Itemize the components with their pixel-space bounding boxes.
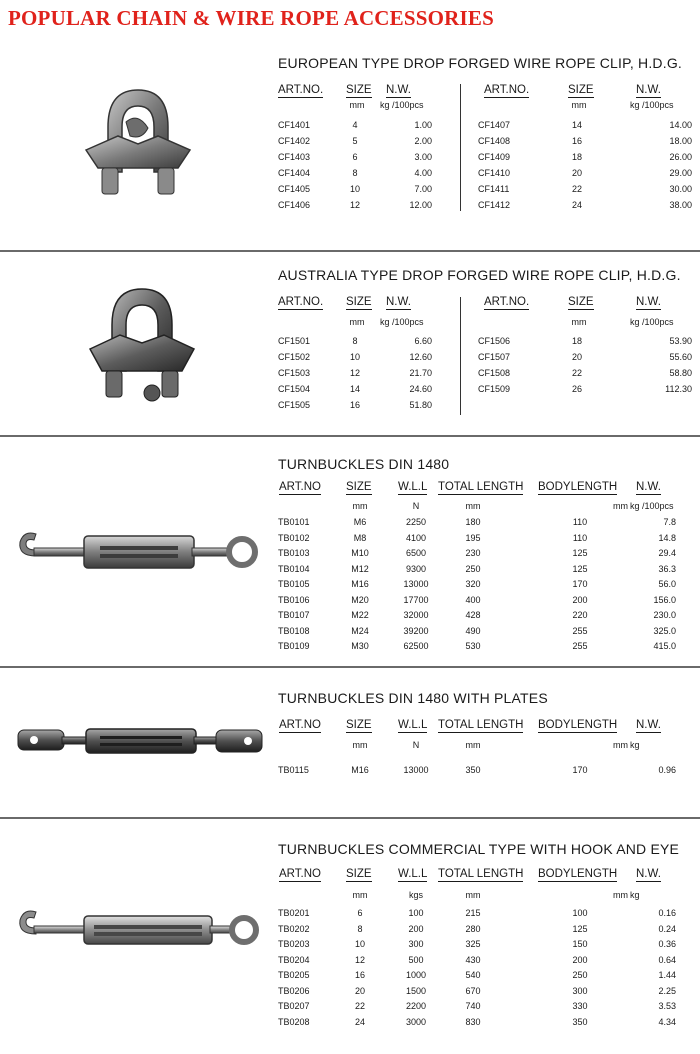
table-cell: 10 [354,939,365,949]
unit-label: mm [352,740,368,750]
table-cell: 350 [572,1016,588,1027]
column-header-text: SIZE [568,296,594,308]
table-cell: 200 [572,954,588,965]
table-cell: 530 [465,641,481,651]
table-cell: 250 [572,970,588,980]
table-cell: TB0104 [278,563,310,574]
unit-label: mm [352,890,368,900]
table-cell: 670 [465,985,481,996]
unit-label: mm [465,890,481,900]
column-header [386,84,411,96]
table-cell: 2.25 [658,985,676,996]
table-cell: 320 [465,579,481,589]
table-cell: TB0109 [278,641,310,651]
column-header [484,84,529,96]
column-header [636,84,661,96]
table-cell: M24 [351,625,369,636]
table-cell: 6.60 [414,336,432,346]
unit-label: mm [349,100,365,110]
table-cell: 17700 [403,594,429,605]
table-cell: M10 [351,548,369,558]
section-title-australia-clip: AUSTRALIA TYPE DROP FORGED WIRE ROPE CLIP, H.D.G. [278,267,681,283]
table-cell: 110 [572,532,588,543]
unit-label: mm [352,501,368,511]
column-header-text: TOTAL LENGTH [438,481,524,493]
table-cell: CF1504 [278,384,311,394]
column-header-text: SIZE [346,84,372,96]
unit-label: kg /100pcs [630,501,674,511]
table-cell: 4.34 [658,1016,676,1027]
column-header [438,481,523,493]
table-cell: 1000 [405,970,427,980]
column-header [278,296,323,308]
column-header-text: BODYLENGTH [538,868,618,880]
unit-label: mm [349,317,365,327]
table-cell: 400 [465,594,481,605]
section-title-turnbuckles-din-1480: TURNBUCKLES DIN 1480 [278,456,450,472]
column-header-text: TOTAL LENGTH [438,719,524,731]
table-cell: 255 [572,625,588,636]
table-cell: 7.8 [663,517,676,527]
wire-rope-clip-icon [78,82,198,207]
table-cell: 2200 [405,1001,427,1011]
table-cell: 200 [408,923,424,934]
table-cell: 250 [465,563,481,574]
unit-label: mm [571,100,587,110]
table-cell: 7.00 [414,184,432,194]
table-cell: 14.00 [669,120,692,130]
column-header-text: N.W. [636,719,661,731]
table-cell: CF1403 [278,152,311,162]
column-header [438,719,523,731]
table-cell: TB0205 [278,970,310,980]
column-header-text: W.L.L [398,481,428,493]
table-cell: 100 [408,908,424,918]
column-header [636,868,661,880]
table-cell: TB0201 [278,908,310,918]
table-cell: 22 [571,184,582,194]
unit-label: kg /100pcs [380,317,424,327]
table-cell: 100 [572,908,588,918]
section-divider [0,435,700,437]
column-header-text: SIZE [346,296,372,308]
table-cell: 330 [572,1001,588,1011]
table-cell: 24.60 [409,384,432,394]
table-divider [460,84,461,211]
table-cell: 490 [465,625,481,636]
table-cell: CF1503 [278,368,311,378]
table-cell: 112.30 [665,384,692,394]
table-cell: TB0203 [278,939,310,949]
unit-label: mm [613,890,628,900]
table-cell: 428 [465,610,481,620]
column-header-text: N.W. [386,84,411,96]
table-cell: 22 [571,368,582,378]
table-cell: 30.00 [669,184,692,194]
unit-label: mm [465,501,481,511]
column-header [346,84,372,96]
table-cell: CF1509 [478,384,511,394]
table-cell: CF1405 [278,184,311,194]
table-cell: 12.60 [409,352,432,362]
table-cell: TB0108 [278,625,310,636]
column-header [438,868,523,880]
table-cell: TB0102 [278,532,310,543]
table-cell: CF1409 [478,152,511,162]
table-cell: 10 [349,184,360,194]
column-header [568,296,594,308]
turnbuckle-hook-eye-icon [14,526,264,578]
table-cell: 18 [571,336,582,346]
table-cell: 0.16 [658,908,676,918]
table-cell: 1.00 [414,120,432,130]
table-cell: CF1506 [478,336,511,346]
table-cell: 20 [571,168,582,178]
unit-label: kg [630,740,640,750]
table-cell: 22 [354,1001,365,1011]
table-cell: 20 [571,352,582,362]
column-header [568,84,594,96]
table-cell: 1500 [405,985,427,996]
table-cell: TB0101 [278,517,310,527]
table-cell: 53.90 [669,336,692,346]
table-cell: 6500 [405,548,427,558]
column-header-text: BODYLENGTH [538,719,618,731]
column-header [636,296,661,308]
table-cell: 6 [352,152,358,162]
table-cell: 2.00 [414,136,432,146]
unit-label: kgs [408,890,423,900]
unit-label: kg [630,890,640,900]
table-cell: 200 [572,594,588,605]
table-cell: 9300 [405,563,427,574]
unit-label: N [412,740,420,750]
section-title-turnbuckles-plates: TURNBUCKLES DIN 1480 WITH PLATES [278,690,548,706]
table-cell: M30 [351,641,369,651]
table-cell: 3.00 [414,152,432,162]
table-cell: TB0204 [278,954,310,965]
column-header [386,296,411,308]
column-header-text: ART.NO [279,481,321,493]
column-header-text: ART.NO. [484,84,530,96]
table-cell: 0.64 [658,954,676,965]
section-title-turnbuckles-commercial: TURNBUCKLES COMMERCIAL TYPE WITH HOOK AND EYE [278,841,680,857]
column-header [398,868,427,880]
column-header [636,481,661,493]
table-cell: 195 [465,532,481,543]
table-cell: 14.8 [658,532,676,543]
table-cell: M20 [351,594,369,605]
unit-label: mm [613,501,628,511]
table-cell: 5 [352,136,358,146]
section-divider [0,666,700,668]
table-cell: 0.36 [658,939,676,949]
table-cell: 8 [357,923,363,934]
table-cell: 180 [465,517,481,527]
table-cell: 3.53 [658,1001,676,1011]
column-header-text: N.W. [636,84,661,96]
column-header-text: TOTAL LENGTH [438,868,524,880]
table-cell: 58.80 [669,368,692,378]
table-cell: 14 [571,120,582,130]
table-cell: CF1507 [478,352,511,362]
table-cell: 12 [354,954,365,965]
table-cell: TB0107 [278,610,310,620]
column-header-text: ART.NO. [278,296,324,308]
table-cell: 51.80 [409,400,432,410]
table-cell: 24 [354,1016,365,1027]
column-header-text: W.L.L [398,868,428,880]
column-header-text: ART.NO. [484,296,530,308]
table-cell: M8 [353,532,367,543]
table-cell: 16 [354,970,365,980]
table-cell: 500 [408,954,424,965]
column-header-text: ART.NO [279,868,321,880]
table-cell: 325.0 [653,625,676,636]
table-cell: 230.0 [653,610,676,620]
table-divider [460,297,461,415]
table-cell: CF1408 [478,136,511,146]
table-cell: 156.0 [653,594,676,605]
unit-label: mm [571,317,587,327]
table-cell: 540 [465,970,481,980]
column-header-text: ART.NO [279,719,321,731]
table-cell: 13000 [403,765,429,775]
table-cell: M6 [353,517,367,527]
table-cell: 12 [349,368,360,378]
table-cell: 4.00 [414,168,432,178]
table-cell: CF1402 [278,136,311,146]
table-cell: 255 [572,641,588,651]
table-cell: CF1508 [478,368,511,378]
table-cell: CF1410 [478,168,511,178]
column-header [346,868,372,880]
table-cell: 4100 [405,532,427,543]
table-cell: 29.4 [658,548,676,558]
table-cell: 10 [349,352,360,362]
table-cell: CF1501 [278,336,311,346]
table-cell: CF1505 [278,400,311,410]
table-cell: CF1502 [278,352,311,362]
table-cell: 8 [352,336,358,346]
table-cell: 280 [465,923,481,934]
unit-label: kg /100pcs [630,317,674,327]
table-cell: 16 [571,136,582,146]
turnbuckle-plates-icon [14,724,266,758]
table-cell: TB0105 [278,579,310,589]
column-header-text: ART.NO. [278,84,324,96]
table-cell: 14 [349,384,360,394]
column-header [538,481,617,493]
table-cell: 125 [572,548,588,558]
column-header [278,84,323,96]
section-divider [0,817,700,819]
table-cell: 26 [571,384,582,394]
table-cell: M22 [351,610,369,620]
table-cell: 0.24 [658,923,676,934]
table-cell: CF1411 [478,184,510,194]
table-cell: TB0106 [278,594,310,605]
page-title: POPULAR CHAIN & WIRE ROPE ACCESSORIES [8,6,495,30]
table-cell: 220 [572,610,588,620]
column-header [398,719,427,731]
table-cell: CF1404 [278,168,311,178]
wire-rope-clip-icon [84,283,199,408]
column-header-text: SIZE [346,868,372,880]
table-cell: CF1407 [478,120,511,130]
table-cell: M12 [351,563,369,574]
column-header [346,481,372,493]
column-header [279,481,321,493]
table-cell: M16 [351,579,369,589]
column-header [346,296,372,308]
turnbuckle-commercial-icon [14,904,266,956]
table-cell: 21.70 [409,368,432,378]
column-header-text: SIZE [568,84,594,96]
table-cell: 125 [572,923,588,934]
table-cell: 24 [571,200,582,210]
table-cell: 16 [349,400,360,410]
table-cell: 740 [465,1001,481,1011]
table-cell: TB0206 [278,985,310,996]
table-cell: 170 [572,579,588,589]
table-cell: 2250 [405,517,427,527]
table-cell: 39200 [403,625,429,636]
table-cell: TB0202 [278,923,310,934]
table-cell: 20 [354,985,365,996]
table-cell: 4 [352,120,358,130]
table-cell: CF1401 [278,120,311,130]
table-cell: M16 [351,765,369,775]
table-cell: 1.44 [658,970,676,980]
unit-label: N [412,501,420,511]
column-header-text: SIZE [346,719,372,731]
table-cell: 12 [349,200,360,210]
table-cell: CF1406 [278,200,311,210]
column-header-text: BODYLENGTH [538,481,618,493]
table-cell: 110 [572,517,588,527]
table-cell: 36.3 [658,563,676,574]
column-header [636,719,661,731]
table-cell: 12.00 [409,200,432,210]
column-header-text: N.W. [386,296,411,308]
unit-label: mm [465,740,481,750]
table-cell: 215 [465,908,481,918]
table-cell: TB0103 [278,548,310,558]
column-header [279,719,321,731]
table-cell: 13000 [403,579,429,589]
column-header-text: W.L.L [398,719,428,731]
table-cell: TB0115 [278,765,309,775]
table-cell: 325 [465,939,481,949]
table-cell: 18 [571,152,582,162]
column-header-text: N.W. [636,481,661,493]
column-header-text: N.W. [636,296,661,308]
table-cell: 350 [465,765,481,775]
unit-label: kg /100pcs [630,100,674,110]
column-header [398,481,427,493]
unit-label: mm [613,740,628,750]
table-cell: 55.60 [669,352,692,362]
column-header [346,719,372,731]
table-cell: 26.00 [669,152,692,162]
column-header-text: N.W. [636,868,661,880]
unit-label: kg /100pcs [380,100,424,110]
table-cell: 125 [572,563,588,574]
table-cell: TB0207 [278,1001,310,1011]
table-cell: 6 [357,908,363,918]
table-cell: 32000 [403,610,429,620]
table-cell: 230 [465,548,481,558]
table-cell: 170 [572,765,588,775]
table-cell: 56.0 [658,579,676,589]
table-cell: 430 [465,954,481,965]
table-cell: 300 [572,985,588,996]
table-cell: 18.00 [669,136,692,146]
table-cell: 300 [408,939,424,949]
column-header [279,868,321,880]
table-cell: 29.00 [669,168,692,178]
table-cell: 415.0 [653,641,676,651]
table-cell: 62500 [403,641,429,651]
column-header-text: SIZE [346,481,372,493]
section-divider [0,250,700,252]
column-header [538,719,617,731]
table-cell: 150 [572,939,588,949]
table-cell: 38.00 [669,200,692,210]
table-cell: 0.96 [658,765,676,775]
table-cell: 8 [352,168,358,178]
table-cell: 3000 [405,1016,427,1027]
table-cell: 830 [465,1016,481,1027]
table-cell: TB0208 [278,1016,310,1027]
section-title-european-clip: EUROPEAN TYPE DROP FORGED WIRE ROPE CLIP, H.D.G. [278,55,683,71]
column-header [538,868,617,880]
table-cell: CF1412 [478,200,511,210]
column-header [484,296,529,308]
